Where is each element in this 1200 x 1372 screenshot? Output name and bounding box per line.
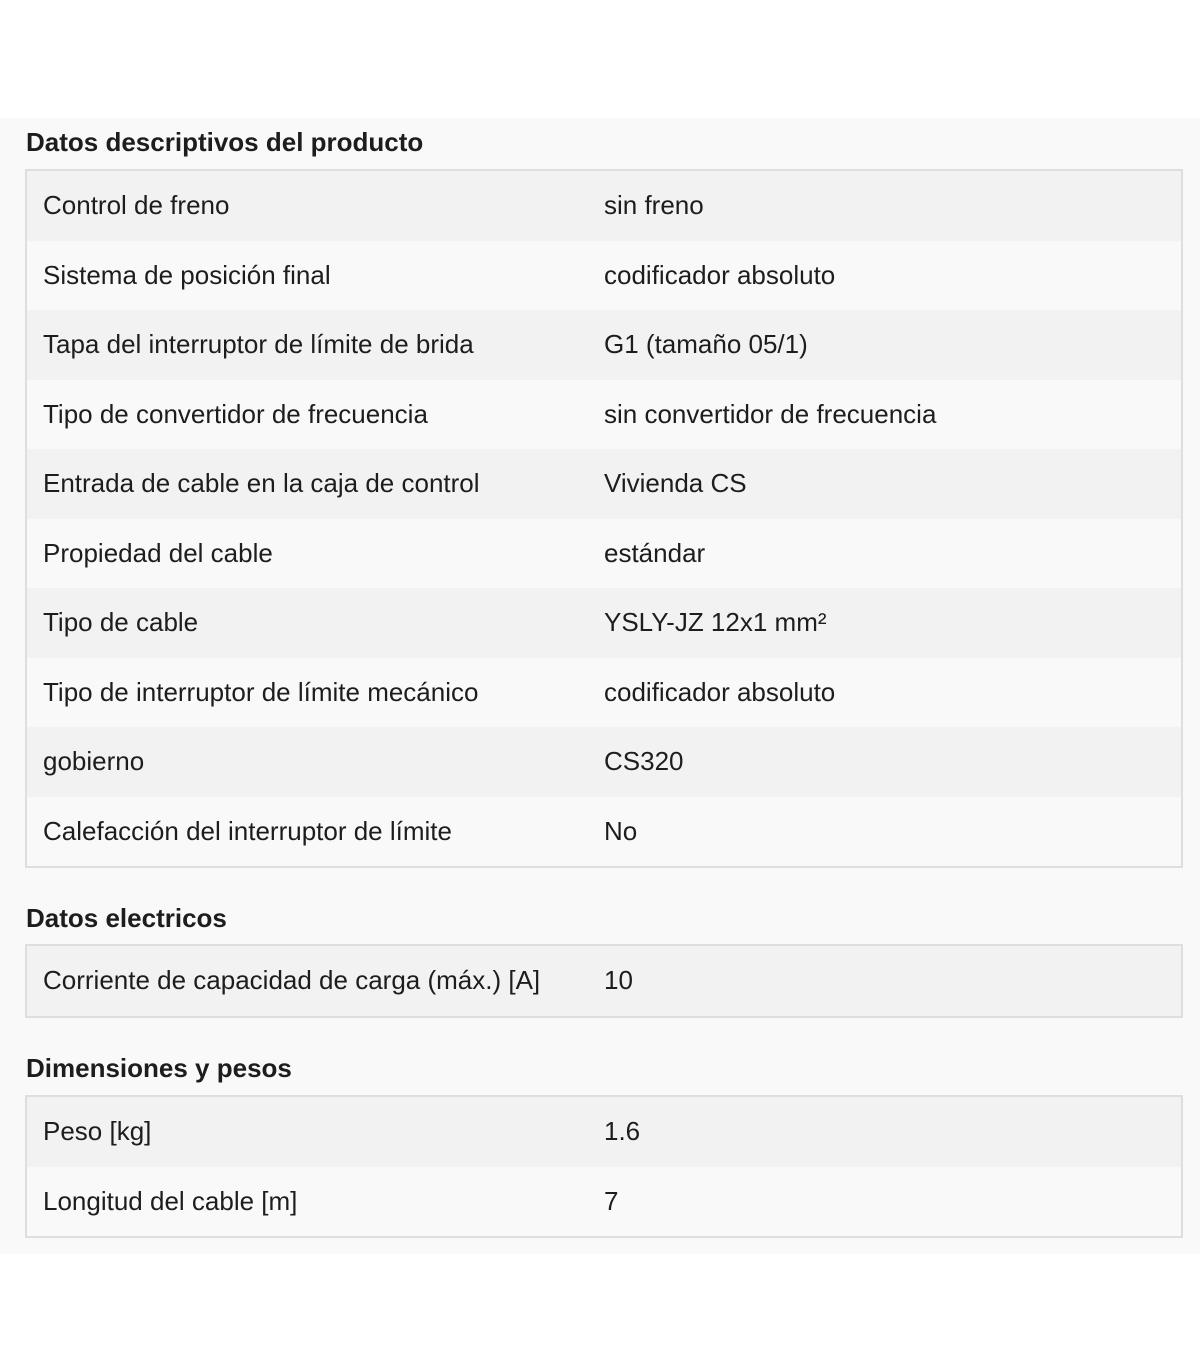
table-row: [27, 588, 1181, 658]
row-value: Vivienda CS: [604, 468, 747, 499]
row-value: 1.6: [604, 1116, 641, 1147]
row-value: estándar: [604, 537, 706, 568]
row-label: Peso [kg]: [43, 1116, 152, 1147]
row-label: Corriente de capacidad de carga (máx.) [A]: [43, 965, 541, 996]
table-row: [27, 310, 1181, 380]
row-value: 7: [604, 1185, 619, 1216]
row-label: Tipo de convertidor de frecuencia: [43, 398, 428, 429]
row-label: Tapa del interruptor de límite de brida: [43, 329, 474, 360]
row-value: YSLY-JZ 12x1 mm²: [604, 607, 827, 638]
row-value: No: [604, 815, 638, 846]
row-label: Sistema de posición final: [43, 259, 331, 290]
table-row: [27, 658, 1181, 728]
spec-table-electrical: [25, 944, 1183, 1018]
table-row: [27, 449, 1181, 519]
row-label: Tipo de interruptor de límite mecánico: [43, 676, 479, 707]
row-label: Control de freno: [43, 190, 230, 221]
row-value: codificador absoluto: [604, 259, 836, 290]
row-label: Tipo de cable: [43, 607, 199, 638]
table-row: [27, 171, 1181, 241]
row-label: Calefacción del interruptor de límite: [43, 815, 452, 846]
section-title-descriptive: Datos descriptivos del producto: [26, 127, 424, 157]
table-row: [27, 1097, 1181, 1167]
table-row: [27, 1167, 1181, 1237]
table-row: [27, 241, 1181, 311]
row-value: sin freno: [604, 190, 704, 221]
row-value: G1 (tamaño 05/1): [604, 329, 808, 360]
row-label: gobierno: [43, 746, 145, 777]
table-row: [27, 946, 1181, 1016]
table-row: [27, 727, 1181, 797]
section-title-electrical: Datos electricos: [26, 903, 227, 933]
row-value: 10: [604, 965, 633, 996]
row-label: Entrada de cable en la caja de control: [43, 468, 480, 499]
table-row: [27, 380, 1181, 450]
row-value: codificador absoluto: [604, 676, 836, 707]
row-label: Propiedad del cable: [43, 537, 273, 568]
row-label: Longitud del cable [m]: [43, 1185, 298, 1216]
table-row: [27, 519, 1181, 589]
row-value: CS320: [604, 746, 684, 777]
spec-table-dimensions: [25, 1095, 1183, 1238]
table-row: [27, 797, 1181, 867]
row-value: sin convertidor de frecuencia: [604, 398, 937, 429]
spec-table-descriptive: [25, 169, 1183, 868]
section-title-dimensions: Dimensiones y pesos: [26, 1053, 292, 1083]
